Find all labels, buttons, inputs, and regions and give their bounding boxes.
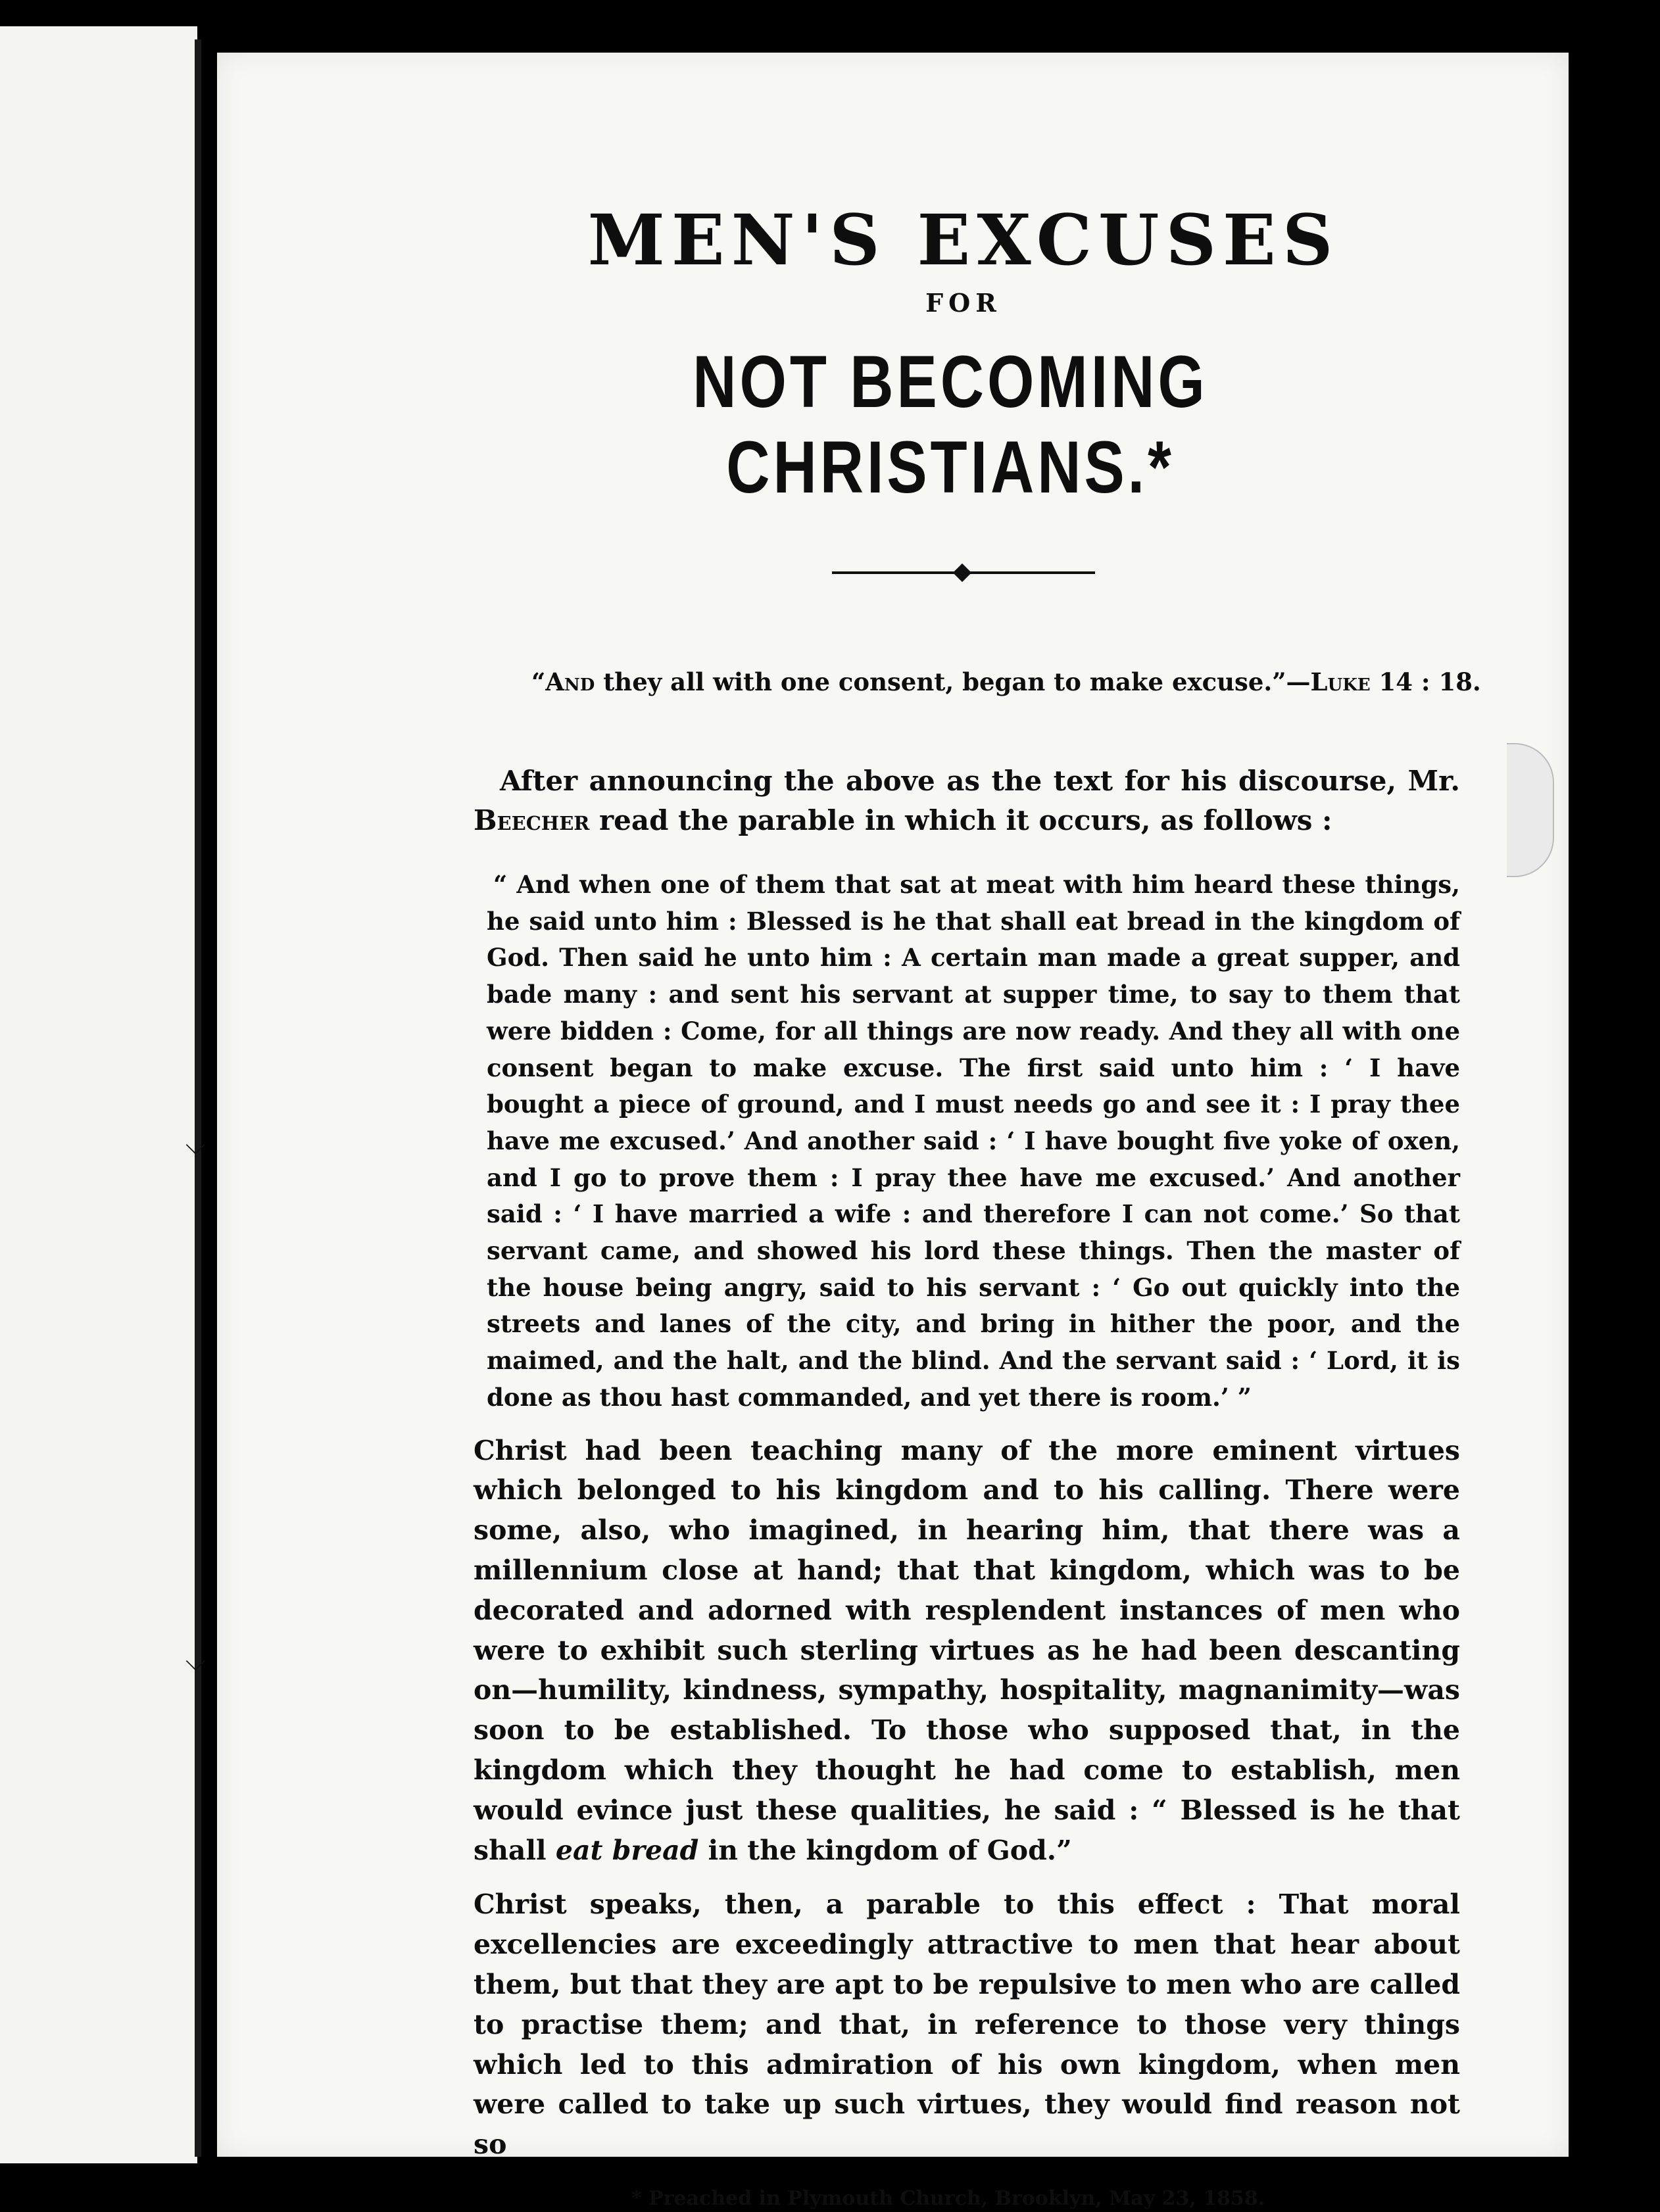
ornament-divider: [832, 563, 1095, 583]
footnote: * Preached in Plymouth Church, Brooklyn, May 23, 1858.: [631, 2186, 1265, 2210]
epigraph-and: And: [545, 667, 595, 696]
epigraph-open-quote: “: [531, 667, 546, 696]
body-paragraph-2: Christ speaks, then, a parable to this effect : That moral excellencies are exceedingly attractive to men that hear about them, but that they are apt to be repulsive to men who are called to practise them; and that, in reference to those very things which led to this admiration of his own kingdom, when men were called to take up such virtues, they would find reason not so: [474, 1888, 1460, 2161]
body-paragraph-1: [474, 1431, 1460, 1871]
title-mens-excuses: MEN'S EXCUSES: [587, 199, 1340, 281]
intro-before: After announcing the above as the text for his discourse, Mr.: [500, 765, 1460, 797]
binding-thread-mark: ⌵: [185, 1647, 206, 1677]
book-spine: [195, 39, 201, 2157]
epigraph-ref-book: Luke: [1310, 667, 1371, 696]
epigraph-text: they all with one consent, began to make excuse.”—: [595, 667, 1311, 696]
title-for: FOR: [925, 288, 1002, 318]
parable-quote: “ And when one of them that sat at meat with him heard these things, he said unto him : Blessed is he that shall eat bread in the kingdom of God. Then said he unto him : A certain man made a great supper, and bade many : and sent his servant at supper time, to say to them that were bidden : Come, for all things are now ready. And they all with one consent began to make excuse. The first said unto him : ‘ I have bought a piece of ground, and I must needs go and see it : I pray thee have me excused.’ And another said : ‘ I have bought five yoke of oxen, and I go to prove them : I pray thee have me excused.’ And another said : ‘ I have married a wife : and therefore I can not come.’ So that servant came, and showed his lord these things. Then the master of the house being angry, said to his servant : ‘ Go out quickly into the streets and lanes of the city, and bring in hither the poor, and the maimed, and the halt, and the blind. And the servant said : ‘ Lord, it is done as thou hast commanded, and yet there is room.’ ”: [487, 870, 1460, 1412]
para-1-italic: eat bread: [555, 1834, 699, 1866]
page-content: [467, 191, 1481, 2212]
epigraph-ref-num: 14 : 18.: [1370, 667, 1481, 696]
intro-paragraph: [474, 761, 1460, 840]
para-1-before: Christ had been teaching many of the more eminent virtues which belonged to his kingdom and to his calling. There were some, also, who imagined, in hearing him, that there was a millennium close at hand; that that kingdom, which was to be decorated and adorned with resplendent instances of men who were to exhibit such sterling virtues as he had been descanting on—humility, kindness, sympathy, hospitality, magnanimity—was soon to be established. To those who supposed that, in the kingdom which they thought he had come to establish, men would evince just these qualities, he said : “ Blessed is he that shall: [474, 1434, 1460, 1866]
intro-after: read the parable in which it occurs, as follows :: [589, 804, 1332, 836]
epigraph: [531, 665, 1481, 699]
page-edge-tab: [1507, 743, 1554, 877]
previous-page-edge: [0, 26, 206, 2163]
intro-name: Beecher: [474, 804, 590, 836]
divider-diamond-icon: [953, 564, 971, 582]
binding-thread-mark: ⌵: [185, 1130, 206, 1161]
title-not-becoming-christians: NOT BECOMING CHRISTIANS.*: [693, 341, 1208, 508]
para-1-after: in the kingdom of God.”: [698, 1834, 1072, 1866]
